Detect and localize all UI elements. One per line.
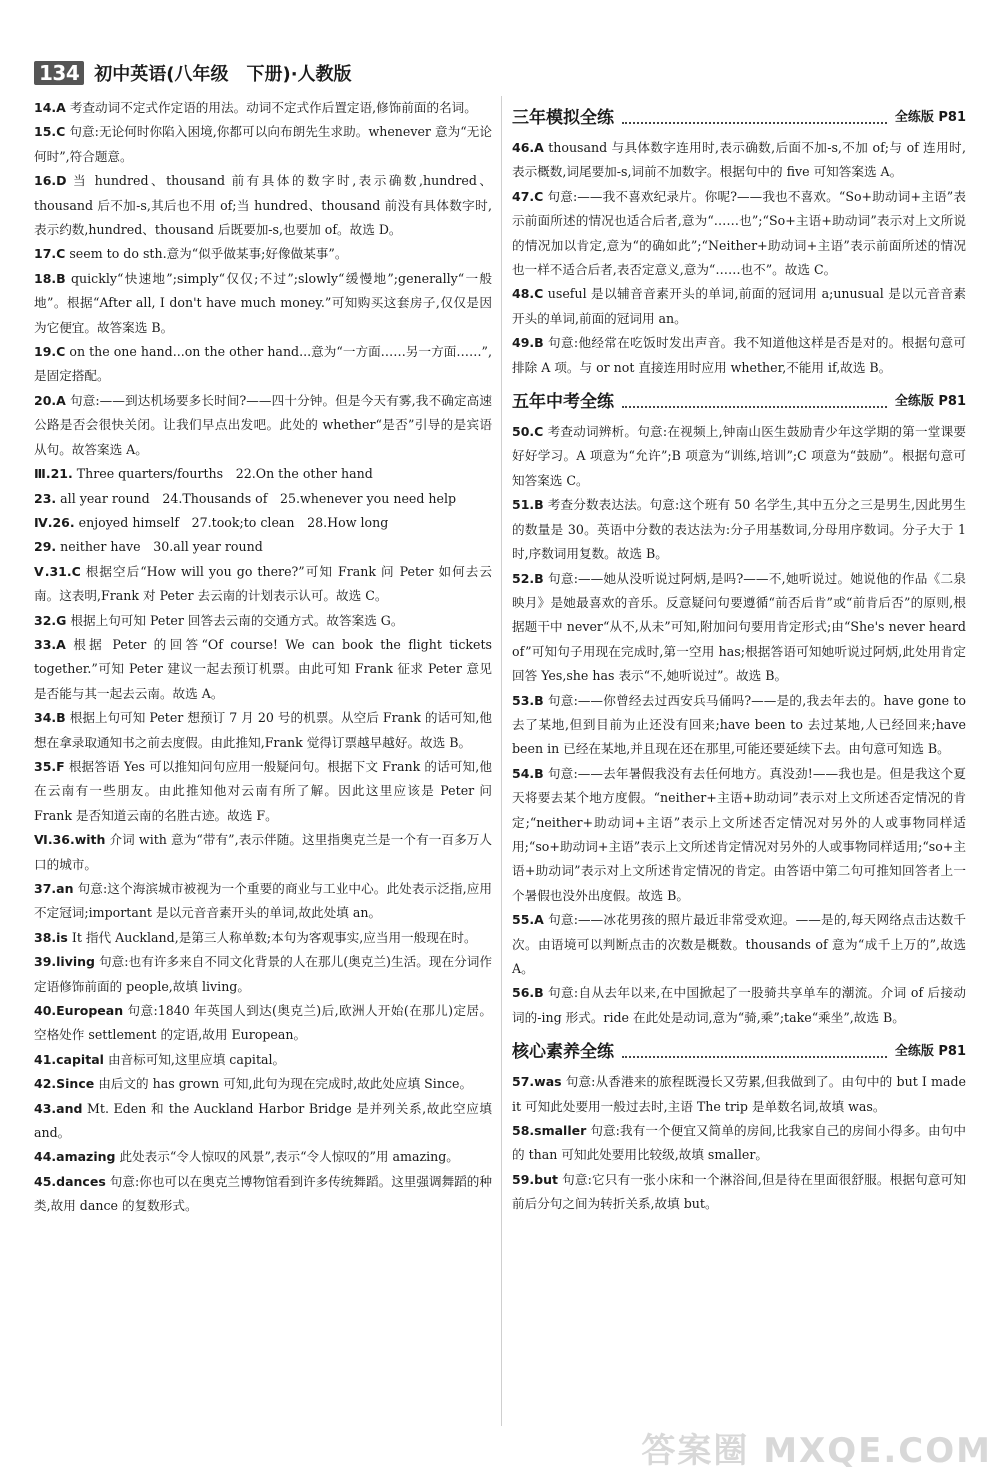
answer-text: 句意:——去年暑假我没有去任何地方。真没劲!——我也是。但是我这个夏天将要去某个地方度假。“neither+主语+助动词”表示对上文所述否定情况的肯定;“neither+助动词+主语”表示上文所述否定情况对另外的人或事物同样适用;“so+助动词+主语”表示上文所述肯定情况对另外的人或事物同样适用;“so+主语+助动词”表示对上文所述肯定情况的肯定。由答语中第二句可推知回答者上一个暑假也没外出度假。故选 B。 — [512, 765, 966, 903]
answer-number: 20.A — [34, 392, 66, 408]
answer-item — [34, 1097, 492, 1146]
answer-number: 42.Since — [34, 1076, 95, 1092]
answer-text: 当 hundred、thousand 前有具体的数字时,表示确数,hundred、thousand 后不加-s,其后也不用 of;当 hundred、thousand 前没有具体数字时,表示约数,hundred、thousand 后既要加-s,也要加 of。故选 D。 — [34, 173, 492, 238]
answer-text: 句意:——你曾经去过西安兵马俑吗?——是的,我去年去的。have gone to 去了某地,但到目前为止还没有回来;have been to 去过某地,人已经回来;have been in 已经在某地,并且现在还在那里,可能还要延续下去。由句意可知选 B。 — [512, 692, 966, 757]
section-title: 五年中考全练 — [512, 391, 614, 412]
answer-number: 32.G — [34, 612, 67, 628]
answer-text: 句意:从香港来的旅程既漫长又劳累,但我做到了。由句中的 but I made it 可知此处要用一般过去时,主语 The trip 是单数名词,故填 was。 — [512, 1074, 966, 1114]
answer-text: seem to do sth.意为“似乎做某事;好像做某事”。 — [69, 246, 348, 262]
answer-number: 51.B — [512, 497, 544, 513]
answer-text: 根据空后“How will you go there?”可知 Frank 问 Peter 如何去云南。这表明,Frank 对 Peter 去云南的计划表示认可。故选 C。 — [34, 563, 492, 604]
answer-item — [34, 828, 492, 877]
answer-item — [34, 1048, 492, 1072]
answer-item — [512, 689, 966, 762]
answer-item — [34, 1072, 492, 1096]
answer-number: 45.dances — [34, 1173, 106, 1189]
answer-text: 句意:无论何时你陷入困境,你都可以向布朗先生求助。whenever 意为“无论何时”,符合题意。 — [34, 124, 492, 164]
answer-item — [512, 762, 966, 908]
answer-text: 句意:它只有一张小床和一个淋浴间,但是待在里面很舒服。根据句意可知前后分句之间为转折关系,故填 but。 — [512, 1171, 966, 1212]
answer-number: 53.B — [512, 692, 544, 708]
answer-text: 根据上句可知 Peter 回答去云南的交通方式。故答案选 G。 — [70, 612, 404, 628]
section-title: 核心素养全练 — [512, 1041, 614, 1062]
answer-number: 49.B — [512, 335, 544, 351]
answer-item — [512, 185, 966, 283]
answer-number: 35.F — [34, 758, 65, 774]
answer-text: 根据答语 Yes 可以推知问句应用一般疑问句。根据下文 Frank 的话可知,他在云南有一些朋友。由此推知他对云南有所了解。因此这里应该是 Peter 问 Frank 是否知道云南的名胜古迹。故选 F。 — [34, 758, 492, 823]
answer-item — [34, 267, 492, 340]
answer-item — [34, 877, 492, 926]
answer-number: 58.smaller — [512, 1123, 587, 1139]
answer-text: 由音标可知,这里应填 capital。 — [107, 1051, 286, 1067]
answer-text: 由后文的 has grown 可知,此句为现在完成时,故此处应填 Since。 — [98, 1076, 473, 1092]
answer-text: 句意:——到达机场要多长时间?——四十分钟。但是今天有雾,我不确定高速公路是否会很快关闭。让我们早点出发吧。此处的 whether“是否”引导的是宾语从句。故答案选 A。 — [34, 392, 492, 457]
answer-text: enjoyed himself 27.took;to clean 28.How long — [78, 514, 389, 530]
section-dotted-leader — [622, 122, 887, 124]
answer-text: 句意:自从去年以来,在中国掀起了一股骑共享单车的潮流。介词 of 后接动词的-ing 形式。ride 在此处是动词,意为“骑,乘”;take“乘坐”,故选 B。 — [512, 985, 966, 1025]
answer-item — [34, 169, 492, 242]
answer-item — [34, 950, 492, 999]
answer-number: 44.amazing — [34, 1149, 116, 1165]
answer-text: 句意:你也可以在奥克兰博物馆看到许多传统舞蹈。这里强调舞蹈的种类,故用 dance 的复数形式。 — [34, 1173, 492, 1214]
answer-item — [512, 1119, 966, 1168]
section-dotted-leader — [622, 1056, 887, 1058]
answer-text: 考查动词不定式作定语的用法。动词不定式作后置定语,修饰前面的名词。 — [69, 100, 477, 115]
answer-text: Three quarters/fourths 22.On the other hand — [76, 466, 373, 482]
right-column — [512, 96, 966, 1217]
answer-number: Ⅴ.31.C — [34, 563, 81, 579]
answer-number: 23. — [34, 490, 57, 506]
answer-number: Ⅵ.36.with — [34, 832, 106, 848]
answer-number: 29. — [34, 539, 57, 555]
section-page-ref: 全练版 P81 — [894, 393, 966, 409]
answer-number: 56.B — [512, 985, 544, 1001]
answer-item — [34, 242, 492, 266]
answer-item — [34, 462, 492, 486]
answer-item — [512, 493, 966, 566]
section-header — [512, 102, 966, 130]
answer-number: 16.D — [34, 173, 67, 189]
answer-item — [34, 1145, 492, 1169]
answer-number: 14.A — [34, 100, 66, 115]
answer-number: 52.B — [512, 570, 544, 586]
answer-text: 考查动词辨析。句意:在视频上,钟南山医生鼓励青少年这学期的第一堂课要好好学习。A 项意为“允许”;B 项意为“训练,培训”;C 项意为“鼓励”。根据句意可知答案选 C。 — [512, 424, 966, 488]
answer-item — [512, 567, 966, 689]
section-header — [512, 386, 966, 414]
answer-item — [34, 487, 492, 511]
answer-number: 37.an — [34, 881, 74, 896]
answer-text: 句意:也有许多来自不同文化背景的人在那儿(奥克兰)生活。现在分词作定语修饰前面的 people,故填 living。 — [34, 954, 492, 994]
answer-number: 48.C — [512, 286, 544, 302]
answer-text: 句意:1840 年英国人到达(奥克兰)后,欧洲人开始(在那儿)定居。空格处作 settlement 的定语,故用 European。 — [34, 1003, 493, 1043]
section-dotted-leader — [622, 406, 887, 408]
book-title: 初中英语(八年级 下册)·人教版 — [94, 64, 352, 85]
answer-text: 句意:这个海滨城市被视为一个重要的商业与工业中心。此处表示泛指,应用不定冠词;important 是以元音音素开头的单词,故此处填 an。 — [34, 881, 492, 921]
answer-item — [512, 981, 966, 1030]
answer-number: 18.B — [34, 270, 66, 286]
section-header — [512, 1036, 966, 1064]
watermark-logo: 答案圈 MXQE.COM — [641, 1431, 992, 1471]
answer-item — [34, 535, 492, 559]
answer-item — [34, 609, 492, 633]
section-page-ref: 全练版 P81 — [894, 1043, 966, 1059]
answer-text: 句意:——冰花男孩的照片最近非常受欢迎。——是的,每天网络点击达数千次。由语境可以判断点击的次数是概数。thousands of 意为“成千上万的”,故选 A。 — [512, 912, 966, 976]
answer-number: 43.and — [34, 1100, 83, 1116]
answer-number: Ⅲ.21. — [34, 466, 73, 482]
answer-text: thousand 与具体数字连用时,表示确数,后面不加-s,不加 of;与 of 连用时,表示概数,词尾要加-s,词前不加数字。根据句中的 five 可知答案选 A。 — [512, 140, 966, 180]
answer-item — [512, 331, 966, 380]
answer-number: 38.is — [34, 929, 68, 945]
answer-number: 19.C — [34, 344, 66, 360]
answer-item — [34, 755, 492, 828]
answer-number: 40.European — [34, 1003, 124, 1019]
page-number: 134 — [34, 61, 84, 85]
answer-number: 47.C — [512, 188, 544, 204]
section-title: 三年模拟全练 — [512, 107, 614, 128]
answer-number: 34.B — [34, 710, 66, 726]
answer-item — [34, 340, 492, 389]
answer-text: 根据 Peter 的回答“Of course! We can book the flight tickets together.”可知 Peter 建议一起去预订机票。由此可知 Frank 征求 Peter 意见是否能与其一起去云南。故选 A。 — [34, 636, 492, 701]
answer-item — [512, 1168, 966, 1217]
answer-number: 46.A — [512, 140, 544, 155]
answer-number: 55.A — [512, 912, 544, 928]
answer-text: neither have 30.all year round — [60, 539, 263, 555]
answer-item — [512, 908, 966, 981]
section-page-ref: 全练版 P81 — [894, 109, 966, 125]
answer-text: 考查分数表达法。句意:这个班有 50 名学生,其中五分之三是男生,因此男生的数量是 30。英语中分数的表达法为:分子用基数词,分母用序数词。分子大于 1 时,序数词用复数。故选 B。 — [512, 497, 966, 562]
answer-item — [34, 1170, 492, 1219]
answer-text: useful 是以辅音音素开头的单词,前面的冠词用 a;unusual 是以元音音素开头的单词,前面的冠词用 an。 — [512, 286, 966, 326]
answer-number: Ⅳ.26. — [34, 514, 75, 530]
answer-text: quickly“快速地”;simply“仅仅;不过”;slowly“缓慢地”;generally“一般地”。根据“After all, I don't have much money.”可知购买这套房子,仅仅是因为它便宜。故答案选 B。 — [34, 270, 492, 335]
answer-text: 句意:——她从没听说过阿炳,是吗?——不,她听说过。她说他的作品《二泉映月》是她最喜欢的音乐。反意疑问句要遵循“前否后肯”或“前肯后否”的原则,根据题干中 never“从不,从未”可知,附加问句要用肯定形式;由“She's never heard of”可知句子用现在完成时,第一空用 has;根据答语可知她听说过阿炳,此处用肯定回答 Yes,she has 表示“不,她听说过”。故选 B。 — [512, 570, 966, 684]
answer-item — [34, 511, 492, 535]
answer-number: 59.but — [512, 1171, 558, 1187]
answer-number: 17.C — [34, 246, 66, 262]
answer-number: 33.A — [34, 636, 66, 652]
answer-number: 39.living — [34, 954, 95, 970]
answer-text: It 指代 Auckland,是第三人称单数;本句为客观事实,应当用一般现在时。 — [71, 929, 477, 945]
answer-item — [34, 633, 492, 706]
answer-number: 57.was — [512, 1074, 562, 1090]
answer-text: 句意:他经常在吃饭时发出声音。我不知道他这样是否是对的。根据句意可排除 A 项。与 or not 直接连用时应用 whether,不能用 if,故选 B。 — [512, 335, 966, 375]
answer-text: 介词 with 意为“带有”,表示伴随。这里指奥克兰是一个有一百多万人口的城市。 — [34, 832, 492, 872]
answer-item — [512, 1070, 966, 1119]
answer-item — [34, 120, 492, 169]
answer-text: all year round 24.Thousands of 25.whenever you need help — [60, 490, 457, 506]
answer-text: 句意:我有一个便宜又简单的房间,比我家自己的房间小得多。由句中的 than 可知此处要用比较级,故填 smaller。 — [512, 1123, 966, 1163]
answer-item — [34, 96, 492, 120]
answer-number: 54.B — [512, 765, 544, 781]
column-divider — [501, 96, 502, 1426]
answer-number: 50.C — [512, 424, 544, 440]
answer-text: on the one hand...on the other hand...意为“一方面……另一方面……”,是固定搭配。 — [34, 344, 492, 384]
answer-item — [34, 999, 492, 1048]
answer-text: 根据上句可知 Peter 想预订 7 月 20 号的机票。从空后 Frank 的话可知,他想在拿录取通知书之前去度假。由此推知,Frank 觉得订票越早越好。故选 B。 — [34, 710, 492, 750]
answer-item — [512, 420, 966, 493]
answer-text: Mt. Eden 和 the Auckland Harbor Bridge 是并列关系,故此空应填 and。 — [34, 1100, 492, 1141]
answer-number: 15.C — [34, 124, 66, 140]
answer-item — [512, 136, 966, 185]
answer-item — [512, 282, 966, 331]
answer-item — [34, 926, 492, 950]
page-header — [34, 58, 974, 88]
answer-number: 41.capital — [34, 1051, 104, 1067]
answer-text: 此处表示“令人惊叹的风景”,表示“令人惊叹的”用 amazing。 — [119, 1149, 459, 1165]
answer-item — [34, 560, 492, 609]
answer-item — [34, 706, 492, 755]
left-column — [34, 96, 492, 1219]
answer-item — [34, 389, 492, 462]
answer-text: 句意:——我不喜欢纪录片。你呢?——我也不喜欢。“So+助动词+主语”表示前面所述的情况也适合后者,意为“……也”;“So+主语+助动词”表示对上文所说的情况加以肯定,意为“的确如此”;“Neither+助动词+主语”表示前面所述的情况也一样不适合后者,表否定意义,意为“……也不”。故选 C。 — [512, 188, 966, 278]
